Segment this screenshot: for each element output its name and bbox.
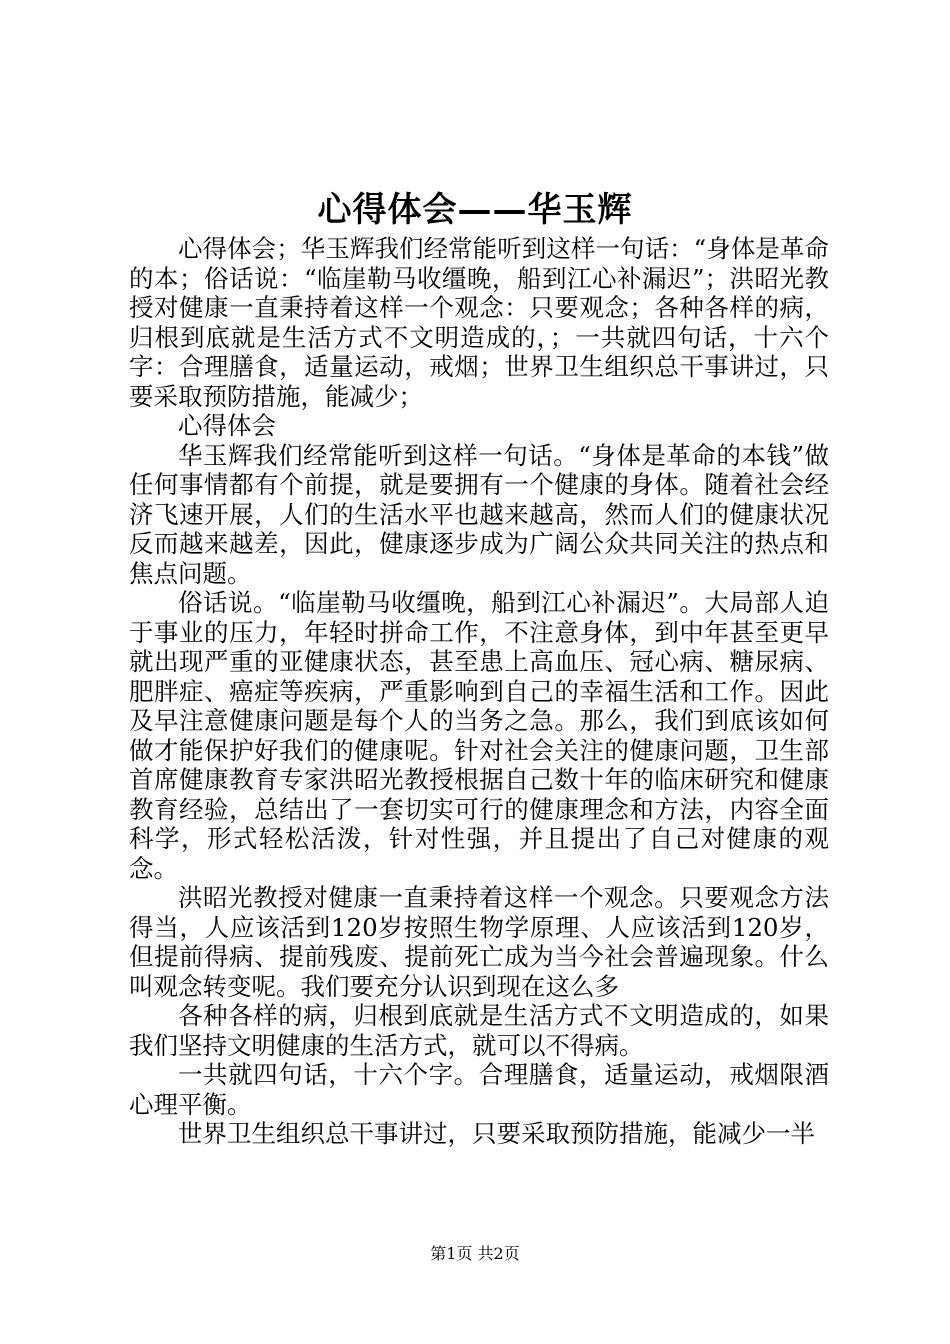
page-number: 第1页 共2页 <box>430 1244 520 1263</box>
paragraph-intro: 华玉辉我们经常能听到这样一句话。“身体是革命的本钱”做任何事情都有个前提，就是要拥有一个健康的身体。随着社会经济飞速开展，人们的生活水平也越来越高，然而人们的健康状况反而越来越差，因此，健康逐步成为广阔公众共同关注的热点和焦点问题。 <box>129 440 829 588</box>
document-body <box>129 234 829 1149</box>
paragraph-proverb: 俗话说。“临崖勒马收缰晚，船到江心补漏迟”。大局部人迫于事业的压力，年轻时拼命工作，不注意身体，到中年甚至更早就出现严重的亚健康状态，甚至患上高血压、冠心病、糖尿病、肥胖症、癌症等疾病，严重影响到自己的幸福生活和工作。因此及早注意健康问题是每个人的当务之急。那么，我们到底该如何做才能保护好我们的健康呢。针对社会关注的健康问题，卫生部首席健康教育专家洪昭光教授根据自己数十年的临床研究和健康教育经验，总结出了一套切实可行的健康理念和方法，内容全面科学，形式轻松活泼，针对性强，并且提出了自己对健康的观念。 <box>129 588 829 883</box>
paragraph-summary: 心得体会；华玉辉我们经常能听到这样一句话：“身体是革命的本；俗话说：“临崖勒马收缰晚，船到江心补漏迟”；洪昭光教授对健康一直秉持着这样一个观念：只要观念；各种各样的病，归根到底就是生活方式不文明造成的，；一共就四句话，十六个字：合理膳食，适量运动，戒烟；世界卫生组织总干事讲过，只要采取预防措施，能减少； <box>129 234 829 411</box>
paragraph-heading: 心得体会 <box>178 411 276 440</box>
paragraph-four-sentences: 一共就四句话，十六个字。合理膳食，适量运动，戒烟限酒心理平衡。 <box>129 1060 829 1119</box>
paragraph-professor-concept: 洪昭光教授对健康一直秉持着这样一个观念。只要观念方法得当，人应该活到120岁按照生物学原理、人应该活到120岁，但提前得病、提前残废、提前死亡成为当今社会普遍现象。什么叫观念转变呢。我们要充分认识到现在这么多 <box>129 883 829 1001</box>
document-title: 心得体会——华玉辉 <box>317 190 633 230</box>
paragraph-who: 世界卫生组织总干事讲过，只要采取预防措施，能减少一半 <box>178 1119 815 1148</box>
paragraph-lifestyle: 各种各样的病，归根到底就是生活方式不文明造成的，如果我们坚持文明健康的生活方式，就可以不得病。 <box>129 1001 829 1060</box>
